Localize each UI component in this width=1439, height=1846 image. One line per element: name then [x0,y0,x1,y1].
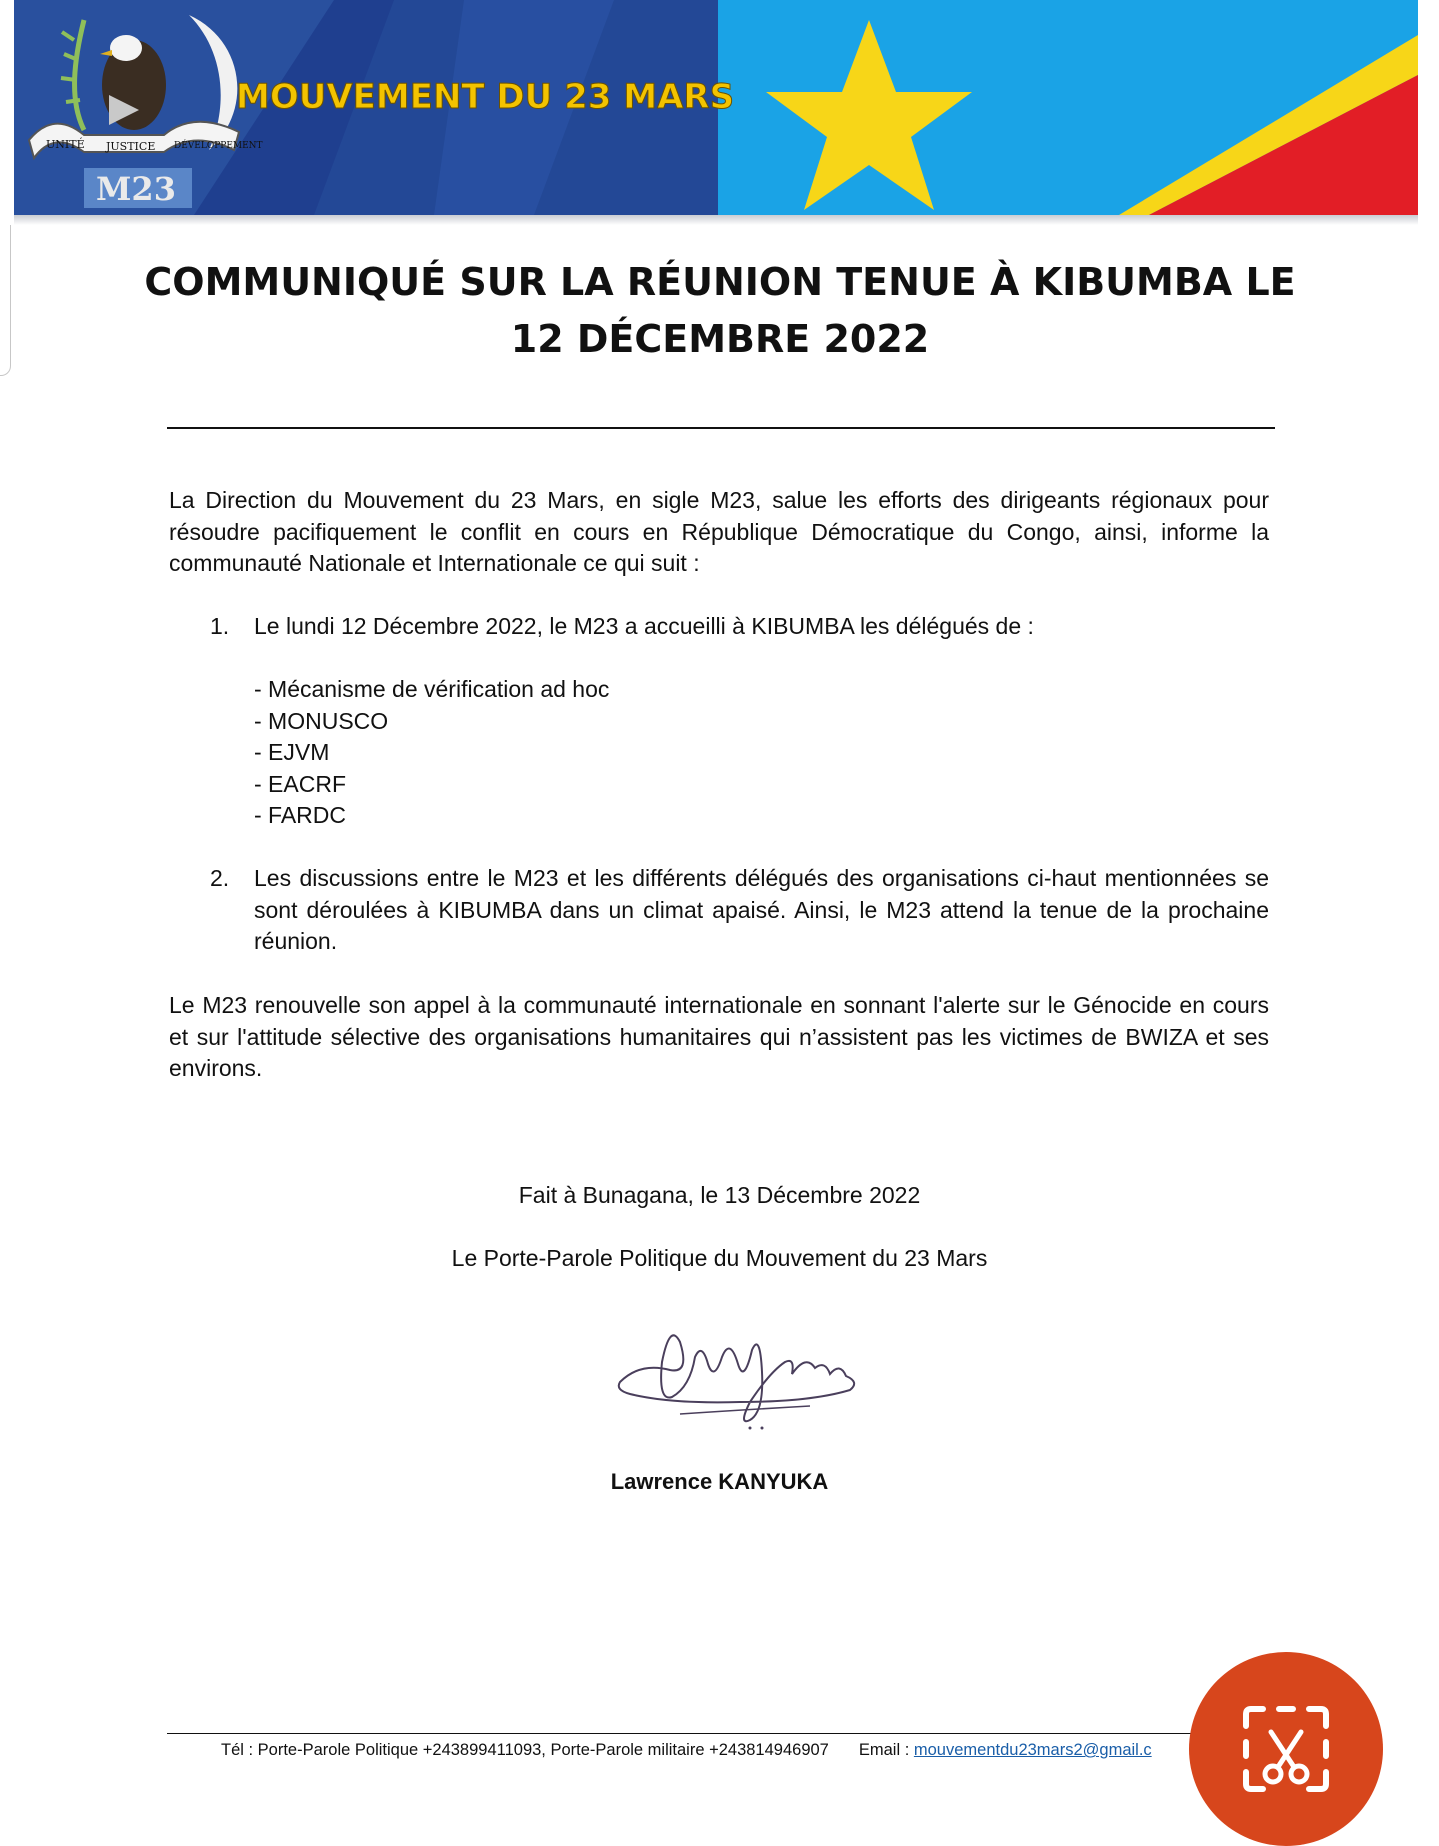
delegate-item: - FARDC [254,802,346,828]
motto-unite: UNITÉ [46,138,85,151]
footer-email-label: Email : [858,1741,910,1759]
signatory-role: Le Porte-Parole Politique du Mouvement du 23 Mars [451,1245,988,1271]
header-banner [14,0,1418,215]
place-date: Fait à Bunagana, le 13 Décembre 2022 [518,1182,921,1208]
footer-divider [167,1733,1275,1734]
screenshot-action-button[interactable] [1189,1652,1383,1846]
footer-contact [221,1741,1152,1760]
footer-phones: Tél : Porte-Parole Politique +243899411093, Porte-Parole militaire +243814946907 [221,1741,829,1759]
page-title [140,254,1300,368]
list-text: Le lundi 12 Décembre 2022, le M23 a accueilli à KIBUMBA les délégués de : [254,613,1034,639]
signature-icon [610,1302,870,1432]
organization-name: MOUVEMENT DU 23 MARS [236,77,735,117]
title-line-1: COMMUNIQUÉ SUR LA RÉUNION TENUE À KIBUMBA LE [144,260,1296,304]
title-divider [167,427,1275,429]
delegate-item: - Mécanisme de vérification ad hoc [254,676,610,702]
delegate-item: - EJVM [254,739,330,765]
delegates-list [254,674,609,832]
list-number: 2. [210,865,230,891]
logo-abbreviation: M23 [96,170,176,208]
footer-email-link[interactable]: mouvementdu23mars2@gmail.c [913,1741,1152,1759]
closing-paragraph: Le M23 renouvelle son appel à la communauté internationale en sonnant l'alerte sur le Génocide en cours et sur l'attitude sélective des organisations humanitaires qui n’assistent pas les victimes de BWIZA et ses environs. [169,992,1269,1081]
title-line-2: 12 DÉCEMBRE 2022 [510,317,930,361]
delegate-item: - EACRF [254,770,346,797]
screenshot-scissors-icon [1241,1704,1331,1794]
intro-paragraph: La Direction du Mouvement du 23 Mars, en sigle M23, salue les efforts des dirigeants régionaux pour résoudre pacifiquement le conflit en cours en République Démocratique du Congo, ainsi, informe la communauté Nationale et Internationale ce qui suit : [169,487,1269,576]
list-text: Les discussions entre le M23 et les différents délégués des organisations ci-haut mentionnées se sont déroulées à KIBUMBA dans un climat apaisé. Ainsi, le M23 attend la tenue de la prochaine réunion. [254,865,1269,954]
page-edge-mark [0,225,11,376]
signatory-name: Lawrence KANYUKA [610,1469,829,1494]
motto-developpement: DÉVELOPPEMENT [174,141,263,151]
banner-shadow [14,215,1418,225]
motto-justice: JUSTICE [106,140,156,153]
delegate-item: - MONUSCO [254,707,389,734]
list-number: 1. [210,613,230,639]
